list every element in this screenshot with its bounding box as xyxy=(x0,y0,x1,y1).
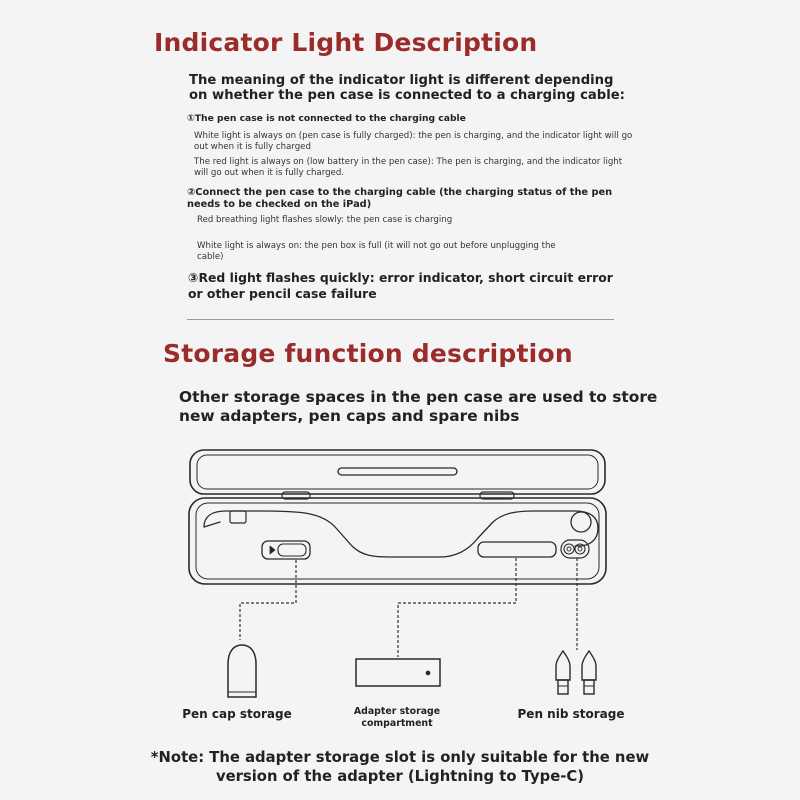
storage-section-title: Storage function description xyxy=(163,339,573,368)
storage-intro: Other storage spaces in the pen case are used to store new adapters, pen caps and spare nibs xyxy=(179,388,658,425)
condition-1-item-white: White light is always on (pen case is fully charged): the pen is charging, and the indicator light will go out when it is fully charged xyxy=(194,131,633,152)
condition-3-error: ③Red light flashes quickly: error indicator, short circuit error or other pencil case failure xyxy=(188,270,613,301)
indicator-section-title: Indicator Light Description xyxy=(154,28,538,57)
pen-cap-illustration xyxy=(228,645,256,697)
pen-nib-storage-label: Pen nib storage xyxy=(517,707,625,721)
case-lid xyxy=(190,450,605,499)
adapter-illustration xyxy=(356,659,440,686)
condition-2-item-white: White light is always on: the pen box is full (it will not go out before unplugging the cable) xyxy=(197,241,556,262)
pen-cap-slot xyxy=(262,541,310,559)
cable-channel xyxy=(204,511,598,557)
adapter-note: *Note: The adapter storage slot is only suitable for the new version of the adapter (Lightning to Type-C) xyxy=(150,749,650,785)
pen-nib-illustration xyxy=(556,651,596,694)
condition-2-item-red-breathing: Red breathing light flashes slowly: the pen case is charging xyxy=(197,215,453,225)
condition-1-heading: ①The pen case is not connected to the charging cable xyxy=(187,113,466,124)
adapter-storage-label: Adapter storage compartment xyxy=(353,706,441,729)
condition-2-heading: ②Connect the pen case to the charging cable (the charging status of the pen needs to be checked on the iPad) xyxy=(187,187,613,210)
nib-slot xyxy=(561,540,589,558)
leader-lines xyxy=(240,558,577,657)
pen-cap-storage-label: Pen cap storage xyxy=(182,707,292,721)
indicator-intro: The meaning of the indicator light is different depending on whether the pen case is connected to a charging cable: xyxy=(189,73,625,103)
condition-1-item-red: The red light is always on (low battery in the pen case): The pen is charging, and the indicator light will go out when it is fully charged. xyxy=(194,157,623,178)
adapter-slot xyxy=(478,542,556,557)
